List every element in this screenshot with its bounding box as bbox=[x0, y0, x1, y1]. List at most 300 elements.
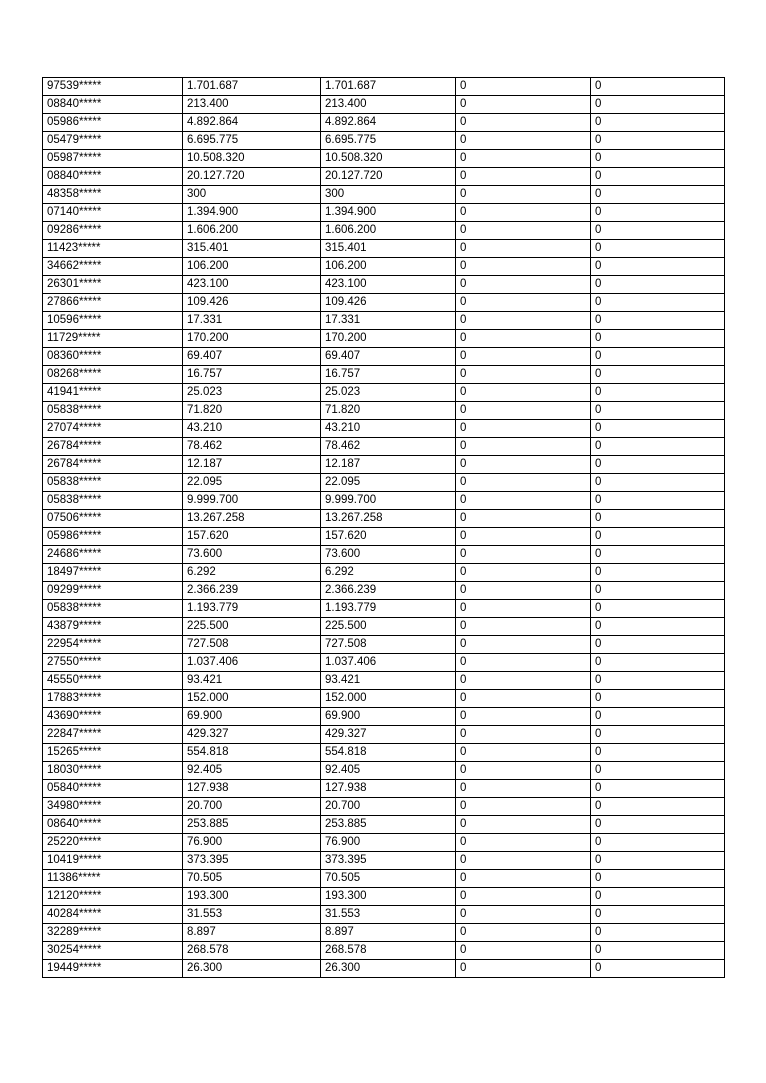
table-cell-amount-1: 170.200 bbox=[183, 330, 321, 348]
table-cell-id: 11423***** bbox=[43, 240, 183, 258]
table-cell-amount-2: 225.500 bbox=[321, 618, 456, 636]
table-cell-amount-1: 22.095 bbox=[183, 474, 321, 492]
table-cell-amount-2: 4.892.864 bbox=[321, 114, 456, 132]
table-cell-amount-1: 6.292 bbox=[183, 564, 321, 582]
table-cell-amount-1: 20.127.720 bbox=[183, 168, 321, 186]
table-cell-amount-1: 93.421 bbox=[183, 672, 321, 690]
table-cell-zero-2: 0 bbox=[591, 114, 725, 132]
table-cell-zero-1: 0 bbox=[456, 474, 591, 492]
table-cell-amount-2: 152.000 bbox=[321, 690, 456, 708]
table-cell-amount-1: 71.820 bbox=[183, 402, 321, 420]
table-cell-amount-1: 73.600 bbox=[183, 546, 321, 564]
table-cell-zero-2: 0 bbox=[591, 654, 725, 672]
table-cell-zero-1: 0 bbox=[456, 240, 591, 258]
table-row bbox=[43, 402, 725, 420]
table-cell-zero-1: 0 bbox=[456, 510, 591, 528]
table-cell-zero-1: 0 bbox=[456, 744, 591, 762]
table-row bbox=[43, 114, 725, 132]
table-cell-id: 97539***** bbox=[43, 78, 183, 96]
table-cell-amount-1: 373.395 bbox=[183, 852, 321, 870]
table-cell-amount-2: 76.900 bbox=[321, 834, 456, 852]
table-cell-id: 34980***** bbox=[43, 798, 183, 816]
table-cell-zero-1: 0 bbox=[456, 924, 591, 942]
table-cell-zero-2: 0 bbox=[591, 600, 725, 618]
table-cell-zero-1: 0 bbox=[456, 600, 591, 618]
table-cell-amount-1: 9.999.700 bbox=[183, 492, 321, 510]
table-cell-amount-1: 1.037.406 bbox=[183, 654, 321, 672]
table-cell-zero-2: 0 bbox=[591, 510, 725, 528]
table-cell-amount-2: 1.193.779 bbox=[321, 600, 456, 618]
table-row bbox=[43, 744, 725, 762]
table-cell-zero-2: 0 bbox=[591, 906, 725, 924]
table-cell-id: 09299***** bbox=[43, 582, 183, 600]
table-row bbox=[43, 78, 725, 96]
table-cell-amount-1: 225.500 bbox=[183, 618, 321, 636]
table-row bbox=[43, 276, 725, 294]
table-cell-zero-1: 0 bbox=[456, 114, 591, 132]
table-cell-id: 11729***** bbox=[43, 330, 183, 348]
table-cell-zero-1: 0 bbox=[456, 618, 591, 636]
table-cell-id: 17883***** bbox=[43, 690, 183, 708]
table-cell-amount-1: 1.394.900 bbox=[183, 204, 321, 222]
table-cell-zero-2: 0 bbox=[591, 474, 725, 492]
table-cell-amount-1: 727.508 bbox=[183, 636, 321, 654]
table-cell-id: 40284***** bbox=[43, 906, 183, 924]
table-cell-zero-1: 0 bbox=[456, 654, 591, 672]
table-cell-zero-1: 0 bbox=[456, 348, 591, 366]
table-cell-amount-1: 70.505 bbox=[183, 870, 321, 888]
table-cell-amount-2: 109.426 bbox=[321, 294, 456, 312]
table-cell-zero-1: 0 bbox=[456, 942, 591, 960]
table-row bbox=[43, 96, 725, 114]
table-cell-amount-1: 423.100 bbox=[183, 276, 321, 294]
table-cell-amount-2: 300 bbox=[321, 186, 456, 204]
table-cell-amount-2: 2.366.239 bbox=[321, 582, 456, 600]
table-cell-amount-1: 193.300 bbox=[183, 888, 321, 906]
table-cell-zero-2: 0 bbox=[591, 402, 725, 420]
table-cell-zero-2: 0 bbox=[591, 438, 725, 456]
table-cell-id: 27074***** bbox=[43, 420, 183, 438]
table-cell-zero-2: 0 bbox=[591, 960, 725, 978]
table-cell-amount-1: 43.210 bbox=[183, 420, 321, 438]
table-cell-amount-1: 25.023 bbox=[183, 384, 321, 402]
table-row bbox=[43, 150, 725, 168]
table-cell-zero-1: 0 bbox=[456, 132, 591, 150]
table-cell-amount-1: 1.701.687 bbox=[183, 78, 321, 96]
table-cell-id: 05986***** bbox=[43, 528, 183, 546]
table-row bbox=[43, 438, 725, 456]
table-row bbox=[43, 690, 725, 708]
table-cell-id: 09286***** bbox=[43, 222, 183, 240]
table-cell-amount-1: 4.892.864 bbox=[183, 114, 321, 132]
table-row bbox=[43, 546, 725, 564]
table-row bbox=[43, 852, 725, 870]
table-cell-zero-2: 0 bbox=[591, 690, 725, 708]
table-cell-amount-1: 10.508.320 bbox=[183, 150, 321, 168]
table-cell-amount-2: 268.578 bbox=[321, 942, 456, 960]
table-cell-zero-1: 0 bbox=[456, 852, 591, 870]
table-cell-zero-1: 0 bbox=[456, 672, 591, 690]
table-cell-zero-1: 0 bbox=[456, 780, 591, 798]
table-cell-zero-2: 0 bbox=[591, 420, 725, 438]
table-cell-amount-2: 20.127.720 bbox=[321, 168, 456, 186]
table-cell-id: 27550***** bbox=[43, 654, 183, 672]
table-cell-amount-2: 157.620 bbox=[321, 528, 456, 546]
table-cell-amount-1: 1.193.779 bbox=[183, 600, 321, 618]
table-cell-zero-1: 0 bbox=[456, 582, 591, 600]
table-cell-amount-1: 69.900 bbox=[183, 708, 321, 726]
table-cell-id: 43879***** bbox=[43, 618, 183, 636]
table-cell-zero-1: 0 bbox=[456, 636, 591, 654]
table-cell-zero-2: 0 bbox=[591, 870, 725, 888]
table-cell-amount-2: 213.400 bbox=[321, 96, 456, 114]
table-cell-id: 05840***** bbox=[43, 780, 183, 798]
table-row bbox=[43, 510, 725, 528]
table-cell-zero-1: 0 bbox=[456, 564, 591, 582]
table-cell-zero-2: 0 bbox=[591, 384, 725, 402]
table-cell-amount-2: 727.508 bbox=[321, 636, 456, 654]
table-cell-zero-2: 0 bbox=[591, 762, 725, 780]
table-row bbox=[43, 168, 725, 186]
table-cell-amount-1: 26.300 bbox=[183, 960, 321, 978]
table-cell-id: 05838***** bbox=[43, 492, 183, 510]
table-cell-amount-1: 17.331 bbox=[183, 312, 321, 330]
table-cell-zero-2: 0 bbox=[591, 672, 725, 690]
table-cell-zero-1: 0 bbox=[456, 222, 591, 240]
table-cell-amount-2: 1.037.406 bbox=[321, 654, 456, 672]
table-cell-amount-1: 268.578 bbox=[183, 942, 321, 960]
table-cell-amount-2: 93.421 bbox=[321, 672, 456, 690]
table-cell-zero-2: 0 bbox=[591, 276, 725, 294]
table-cell-zero-2: 0 bbox=[591, 96, 725, 114]
table-row bbox=[43, 474, 725, 492]
table-cell-amount-1: 300 bbox=[183, 186, 321, 204]
table-cell-zero-2: 0 bbox=[591, 834, 725, 852]
table-cell-amount-1: 78.462 bbox=[183, 438, 321, 456]
table-cell-id: 05838***** bbox=[43, 402, 183, 420]
table-cell-id: 22954***** bbox=[43, 636, 183, 654]
table-cell-zero-2: 0 bbox=[591, 222, 725, 240]
table-cell-zero-1: 0 bbox=[456, 690, 591, 708]
table-cell-zero-2: 0 bbox=[591, 780, 725, 798]
table-cell-amount-2: 127.938 bbox=[321, 780, 456, 798]
table-cell-zero-2: 0 bbox=[591, 366, 725, 384]
table-row bbox=[43, 870, 725, 888]
table-cell-amount-2: 1.394.900 bbox=[321, 204, 456, 222]
table-row bbox=[43, 906, 725, 924]
table-body bbox=[43, 78, 725, 978]
table-cell-id: 07506***** bbox=[43, 510, 183, 528]
table-cell-id: 08268***** bbox=[43, 366, 183, 384]
table-cell-zero-2: 0 bbox=[591, 888, 725, 906]
table-cell-amount-1: 127.938 bbox=[183, 780, 321, 798]
table-cell-zero-1: 0 bbox=[456, 798, 591, 816]
table-row bbox=[43, 492, 725, 510]
table-cell-amount-1: 213.400 bbox=[183, 96, 321, 114]
table-cell-zero-2: 0 bbox=[591, 330, 725, 348]
table-cell-amount-2: 8.897 bbox=[321, 924, 456, 942]
table-row bbox=[43, 258, 725, 276]
table-cell-id: 10419***** bbox=[43, 852, 183, 870]
table-cell-amount-2: 423.100 bbox=[321, 276, 456, 294]
table-cell-zero-1: 0 bbox=[456, 78, 591, 96]
table-row bbox=[43, 708, 725, 726]
table-cell-zero-2: 0 bbox=[591, 852, 725, 870]
table-cell-id: 24686***** bbox=[43, 546, 183, 564]
table-row bbox=[43, 942, 725, 960]
table-cell-zero-1: 0 bbox=[456, 402, 591, 420]
table-cell-id: 27866***** bbox=[43, 294, 183, 312]
table-row bbox=[43, 240, 725, 258]
table-cell-amount-2: 16.757 bbox=[321, 366, 456, 384]
table-cell-zero-2: 0 bbox=[591, 294, 725, 312]
table-row bbox=[43, 600, 725, 618]
table-cell-zero-2: 0 bbox=[591, 636, 725, 654]
table-cell-zero-2: 0 bbox=[591, 564, 725, 582]
table-cell-zero-2: 0 bbox=[591, 708, 725, 726]
table-row bbox=[43, 384, 725, 402]
table-cell-amount-2: 25.023 bbox=[321, 384, 456, 402]
table-row bbox=[43, 834, 725, 852]
table-cell-amount-1: 20.700 bbox=[183, 798, 321, 816]
table-cell-id: 34662***** bbox=[43, 258, 183, 276]
table-cell-zero-1: 0 bbox=[456, 96, 591, 114]
table-cell-amount-2: 10.508.320 bbox=[321, 150, 456, 168]
table-cell-zero-2: 0 bbox=[591, 618, 725, 636]
table-row bbox=[43, 618, 725, 636]
table-cell-zero-1: 0 bbox=[456, 294, 591, 312]
table-cell-amount-2: 73.600 bbox=[321, 546, 456, 564]
table-row bbox=[43, 420, 725, 438]
table-cell-amount-2: 106.200 bbox=[321, 258, 456, 276]
table-cell-id: 15265***** bbox=[43, 744, 183, 762]
table-cell-zero-2: 0 bbox=[591, 492, 725, 510]
table-cell-amount-1: 106.200 bbox=[183, 258, 321, 276]
table-cell-amount-2: 22.095 bbox=[321, 474, 456, 492]
table-cell-amount-2: 170.200 bbox=[321, 330, 456, 348]
table-cell-zero-1: 0 bbox=[456, 438, 591, 456]
table-cell-id: 08840***** bbox=[43, 168, 183, 186]
table-cell-zero-2: 0 bbox=[591, 204, 725, 222]
table-cell-id: 18497***** bbox=[43, 564, 183, 582]
table-cell-zero-2: 0 bbox=[591, 816, 725, 834]
table-cell-zero-2: 0 bbox=[591, 456, 725, 474]
table-cell-zero-1: 0 bbox=[456, 888, 591, 906]
data-table bbox=[42, 77, 725, 978]
table-cell-zero-2: 0 bbox=[591, 546, 725, 564]
table-row bbox=[43, 366, 725, 384]
table-cell-amount-1: 253.885 bbox=[183, 816, 321, 834]
table-row bbox=[43, 726, 725, 744]
table-cell-id: 25220***** bbox=[43, 834, 183, 852]
table-cell-amount-1: 16.757 bbox=[183, 366, 321, 384]
table-cell-zero-2: 0 bbox=[591, 726, 725, 744]
table-cell-amount-2: 78.462 bbox=[321, 438, 456, 456]
table-cell-zero-2: 0 bbox=[591, 150, 725, 168]
table-cell-amount-1: 31.553 bbox=[183, 906, 321, 924]
table-cell-zero-2: 0 bbox=[591, 348, 725, 366]
table-cell-id: 08840***** bbox=[43, 96, 183, 114]
table-cell-zero-1: 0 bbox=[456, 726, 591, 744]
table-row bbox=[43, 582, 725, 600]
table-cell-amount-1: 429.327 bbox=[183, 726, 321, 744]
table-cell-zero-1: 0 bbox=[456, 168, 591, 186]
table-cell-amount-1: 76.900 bbox=[183, 834, 321, 852]
table-row bbox=[43, 132, 725, 150]
table-row bbox=[43, 762, 725, 780]
table-row bbox=[43, 924, 725, 942]
table-cell-id: 26301***** bbox=[43, 276, 183, 294]
table-cell-zero-2: 0 bbox=[591, 528, 725, 546]
table-cell-amount-1: 152.000 bbox=[183, 690, 321, 708]
table-cell-amount-1: 315.401 bbox=[183, 240, 321, 258]
table-cell-amount-2: 92.405 bbox=[321, 762, 456, 780]
table-cell-zero-2: 0 bbox=[591, 78, 725, 96]
table-cell-amount-2: 373.395 bbox=[321, 852, 456, 870]
table-cell-amount-2: 20.700 bbox=[321, 798, 456, 816]
table-row bbox=[43, 312, 725, 330]
table-cell-zero-2: 0 bbox=[591, 312, 725, 330]
table-cell-id: 05987***** bbox=[43, 150, 183, 168]
table-row bbox=[43, 456, 725, 474]
table-cell-id: 41941***** bbox=[43, 384, 183, 402]
table-row bbox=[43, 186, 725, 204]
table-row bbox=[43, 654, 725, 672]
table-cell-amount-2: 31.553 bbox=[321, 906, 456, 924]
table-cell-amount-2: 17.331 bbox=[321, 312, 456, 330]
table-row bbox=[43, 348, 725, 366]
table-cell-amount-2: 12.187 bbox=[321, 456, 456, 474]
table-cell-zero-1: 0 bbox=[456, 186, 591, 204]
table-cell-id: 05838***** bbox=[43, 600, 183, 618]
table-cell-amount-2: 554.818 bbox=[321, 744, 456, 762]
table-cell-zero-1: 0 bbox=[456, 276, 591, 294]
table-cell-amount-2: 193.300 bbox=[321, 888, 456, 906]
table-cell-zero-2: 0 bbox=[591, 924, 725, 942]
table-cell-amount-1: 6.695.775 bbox=[183, 132, 321, 150]
table-cell-id: 45550***** bbox=[43, 672, 183, 690]
table-cell-amount-2: 9.999.700 bbox=[321, 492, 456, 510]
table-cell-amount-1: 1.606.200 bbox=[183, 222, 321, 240]
table-cell-amount-2: 1.701.687 bbox=[321, 78, 456, 96]
table-cell-amount-1: 12.187 bbox=[183, 456, 321, 474]
table-cell-zero-2: 0 bbox=[591, 744, 725, 762]
table-cell-id: 43690***** bbox=[43, 708, 183, 726]
table-cell-amount-2: 6.292 bbox=[321, 564, 456, 582]
table-cell-id: 11386***** bbox=[43, 870, 183, 888]
table-cell-id: 18030***** bbox=[43, 762, 183, 780]
table-cell-zero-1: 0 bbox=[456, 708, 591, 726]
table-cell-zero-1: 0 bbox=[456, 456, 591, 474]
table-cell-amount-1: 13.267.258 bbox=[183, 510, 321, 528]
table-cell-amount-2: 253.885 bbox=[321, 816, 456, 834]
table-cell-zero-1: 0 bbox=[456, 384, 591, 402]
table-row bbox=[43, 204, 725, 222]
table-cell-id: 32289***** bbox=[43, 924, 183, 942]
table-row bbox=[43, 330, 725, 348]
table-cell-zero-2: 0 bbox=[591, 240, 725, 258]
table-cell-id: 26784***** bbox=[43, 438, 183, 456]
table-cell-amount-1: 92.405 bbox=[183, 762, 321, 780]
table-cell-amount-1: 554.818 bbox=[183, 744, 321, 762]
table-cell-zero-2: 0 bbox=[591, 186, 725, 204]
table-cell-amount-2: 6.695.775 bbox=[321, 132, 456, 150]
table-cell-zero-1: 0 bbox=[456, 492, 591, 510]
table-cell-zero-1: 0 bbox=[456, 834, 591, 852]
table-cell-zero-1: 0 bbox=[456, 150, 591, 168]
table-cell-id: 10596***** bbox=[43, 312, 183, 330]
table-cell-zero-1: 0 bbox=[456, 762, 591, 780]
table-cell-amount-2: 13.267.258 bbox=[321, 510, 456, 528]
table-cell-amount-2: 315.401 bbox=[321, 240, 456, 258]
table-cell-amount-1: 157.620 bbox=[183, 528, 321, 546]
table-cell-amount-2: 69.407 bbox=[321, 348, 456, 366]
table-cell-zero-1: 0 bbox=[456, 312, 591, 330]
table-cell-zero-2: 0 bbox=[591, 132, 725, 150]
table-cell-zero-1: 0 bbox=[456, 546, 591, 564]
table-cell-id: 05838***** bbox=[43, 474, 183, 492]
table-row bbox=[43, 294, 725, 312]
table-cell-id: 05986***** bbox=[43, 114, 183, 132]
table-row bbox=[43, 960, 725, 978]
table-cell-amount-1: 109.426 bbox=[183, 294, 321, 312]
table-cell-zero-1: 0 bbox=[456, 258, 591, 276]
table-row bbox=[43, 888, 725, 906]
table-cell-id: 26784***** bbox=[43, 456, 183, 474]
table-cell-zero-2: 0 bbox=[591, 168, 725, 186]
table-cell-id: 05479***** bbox=[43, 132, 183, 150]
table-cell-id: 48358***** bbox=[43, 186, 183, 204]
table-cell-zero-2: 0 bbox=[591, 582, 725, 600]
table-cell-zero-1: 0 bbox=[456, 816, 591, 834]
table-cell-amount-1: 2.366.239 bbox=[183, 582, 321, 600]
table-cell-zero-1: 0 bbox=[456, 906, 591, 924]
table-cell-amount-2: 26.300 bbox=[321, 960, 456, 978]
table-cell-id: 08360***** bbox=[43, 348, 183, 366]
table-cell-id: 22847***** bbox=[43, 726, 183, 744]
table-row bbox=[43, 816, 725, 834]
table-cell-id: 19449***** bbox=[43, 960, 183, 978]
table-cell-zero-1: 0 bbox=[456, 528, 591, 546]
table-row bbox=[43, 798, 725, 816]
table-row bbox=[43, 672, 725, 690]
table-cell-amount-2: 429.327 bbox=[321, 726, 456, 744]
table-cell-amount-2: 71.820 bbox=[321, 402, 456, 420]
table-cell-zero-1: 0 bbox=[456, 960, 591, 978]
table-cell-amount-1: 69.407 bbox=[183, 348, 321, 366]
table-row bbox=[43, 528, 725, 546]
table-cell-zero-1: 0 bbox=[456, 870, 591, 888]
table-cell-amount-2: 70.505 bbox=[321, 870, 456, 888]
table-cell-amount-2: 43.210 bbox=[321, 420, 456, 438]
table-cell-id: 07140***** bbox=[43, 204, 183, 222]
table-cell-zero-2: 0 bbox=[591, 798, 725, 816]
table-cell-zero-1: 0 bbox=[456, 204, 591, 222]
table-cell-id: 30254***** bbox=[43, 942, 183, 960]
table-cell-amount-2: 69.900 bbox=[321, 708, 456, 726]
table-cell-zero-1: 0 bbox=[456, 330, 591, 348]
table-cell-zero-1: 0 bbox=[456, 366, 591, 384]
table-row bbox=[43, 780, 725, 798]
table-row bbox=[43, 636, 725, 654]
table-cell-id: 08640***** bbox=[43, 816, 183, 834]
table-cell-amount-1: 8.897 bbox=[183, 924, 321, 942]
table-cell-zero-2: 0 bbox=[591, 258, 725, 276]
table-row bbox=[43, 222, 725, 240]
table-cell-zero-1: 0 bbox=[456, 420, 591, 438]
table-cell-id: 12120***** bbox=[43, 888, 183, 906]
table-cell-zero-2: 0 bbox=[591, 942, 725, 960]
